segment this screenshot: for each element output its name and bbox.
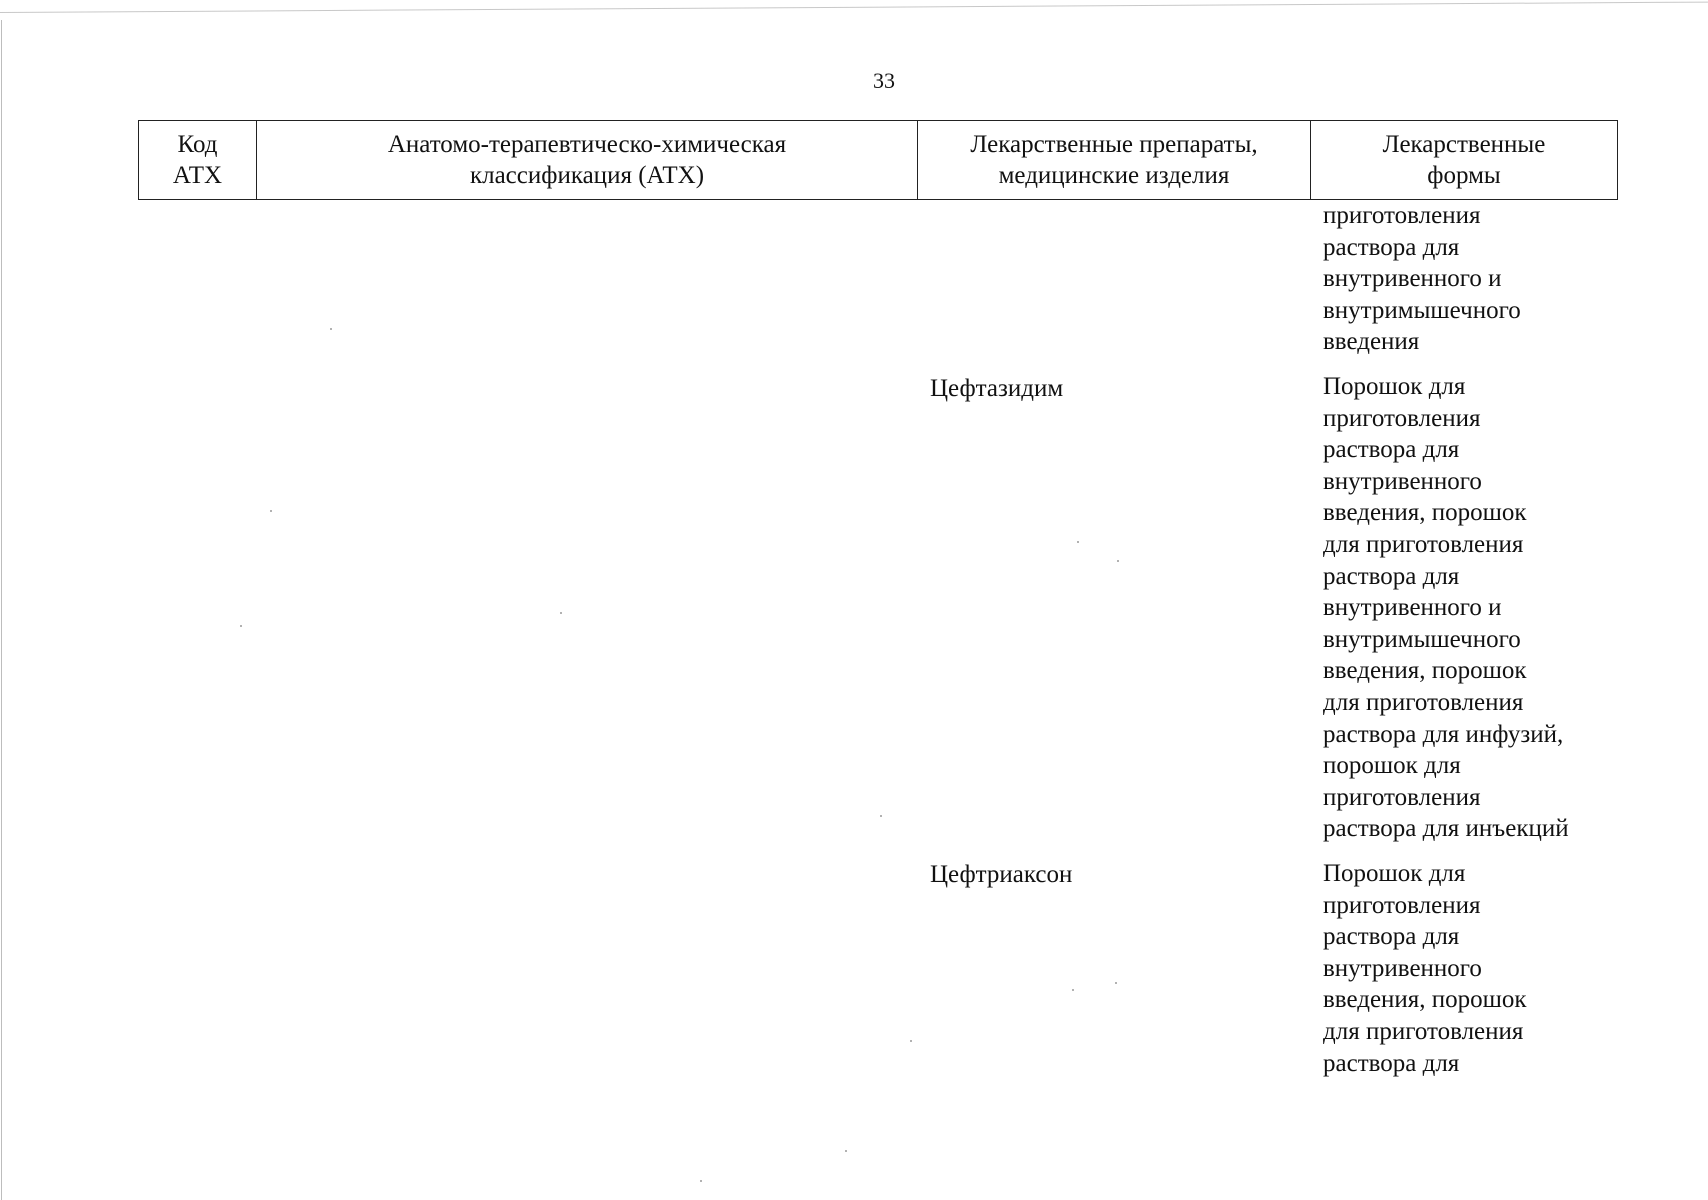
table-row-dosage-forms: Порошок для приготовления раствора для внутривенного введения, порошок для приготовления раствора для внутривенного и внутримышечного введения, порошок для приготовления раствора для инфузий, порошок для приготовления раствора для инъекций <box>1323 373 1569 843</box>
header-atc-code: Код АТХ <box>139 121 257 199</box>
header-dosage-forms: Лекарственные формы <box>1382 131 1546 189</box>
page-number: 33 <box>873 68 895 93</box>
header-drugs: Лекарственные препараты, медицинские изделия <box>918 121 1311 199</box>
table-row-dosage-forms: Порошок для приготовления раствора для внутривенного введения, порошок для приготовления раствора для <box>1323 860 1527 1077</box>
table-row-drug-name: Цефтриаксон <box>930 861 1073 888</box>
table-row-dosage-forms: приготовления раствора для внутривенного и внутримышечного введения <box>1323 202 1521 356</box>
header-atc-classification: Анатомо-терапевтическо-химическая классификация (АТХ) <box>257 121 918 199</box>
table-row-drug-name: Цефтазидим <box>930 375 1064 402</box>
